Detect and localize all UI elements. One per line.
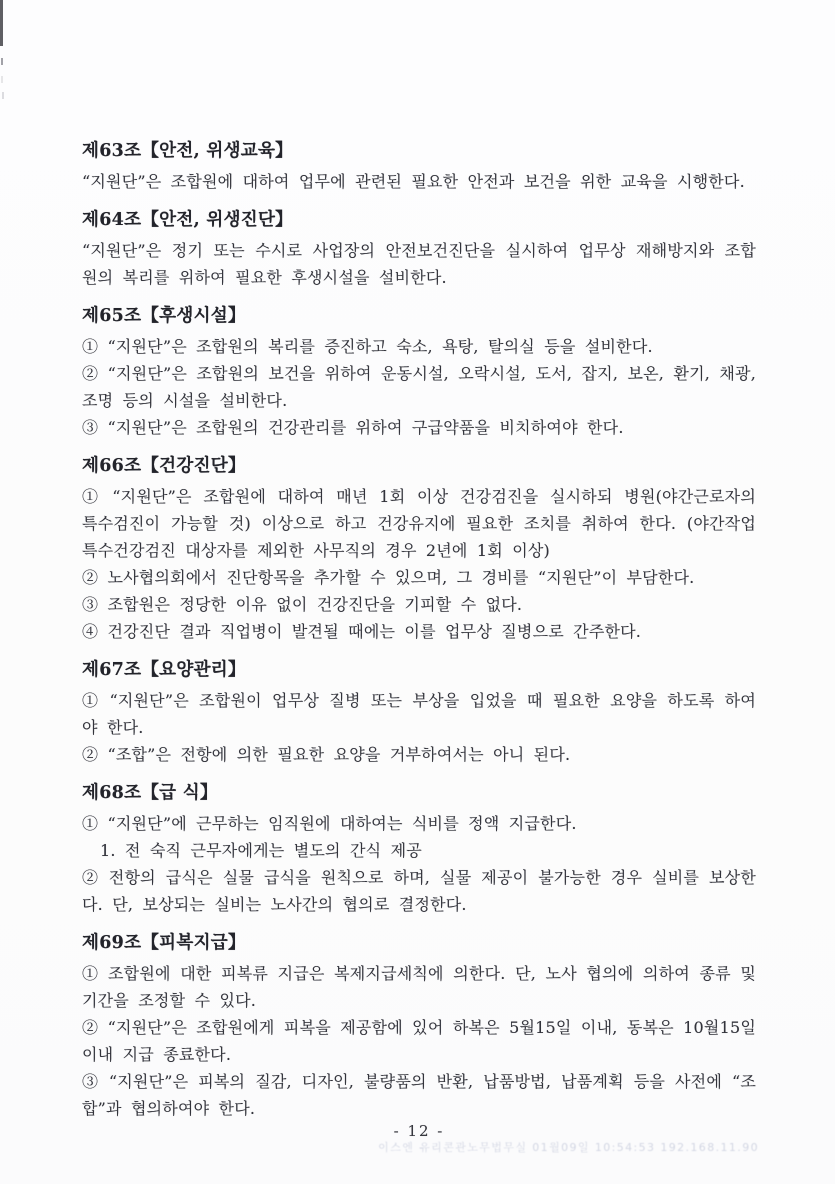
page-footer: [0, 1122, 835, 1162]
article-clause: ② “조합”은 전항에 의한 필요한 요양을 거부하여서는 아니 된다.: [82, 745, 571, 764]
article-section: [82, 930, 756, 1122]
print-watermark: 이스엔 유리콘관노무법무실 01월09일 10:54:53 192.168.11.90: [378, 1141, 759, 1154]
article-clause: ① “지원단”에 근무하는 임직원에 대하여는 식비를 정액 지급한다.: [82, 814, 577, 833]
article-clause: “지원단”은 조합원에 대하여 업무에 관련된 필요한 안전과 보건을 위한 교육을 시행한다.: [82, 172, 745, 191]
article-clause: ② 전항의 급식은 실물 급식을 원칙으로 하며, 실물 제공이 불가능한 경우 실비를 보상한다. 단, 보상되는 실비는 노사간의 협의로 결정한다.: [82, 868, 756, 914]
article-clause: ② 노사협의회에서 진단항목을 추가할 수 있으며, 그 경비를 “지원단”이 부담한다.: [82, 568, 695, 587]
article-heading: 제65조【후생시설】: [82, 306, 246, 326]
article-section: [82, 453, 756, 645]
article-heading: 제63조【안전, 위생교육】: [82, 141, 293, 161]
scan-speck-artifact: [1, 58, 3, 65]
article-clause: ③ 조합원은 정당한 이유 없이 건강진단을 기피할 수 없다.: [82, 595, 523, 614]
article-clause: “지원단”은 정기 또는 수시로 사업장의 안전보건진단을 실시하여 업무상 재해방지와 조합원의 복리를 위하여 필요한 후생시설을 설비한다.: [82, 241, 756, 287]
article-section: [82, 138, 756, 195]
article-clause: ① “지원단”은 조합원의 복리를 증진하고 숙소, 욕탕, 탈의실 등을 설비한다.: [82, 337, 653, 356]
article-clause: ① “지원단”은 조합원에 대하여 매년 1회 이상 건강검진을 실시하되 병원(야간근로자의 특수검진이 가능할 것) 이상으로 하고 건강유지에 필요한 조치를 취하여 한다. (야간작업 특수건강검진 대상자를 제외한 사무직의 경우 2년에 1회 이상): [82, 487, 756, 560]
article-section: [82, 657, 756, 768]
article-clause: 1. 전 숙직 근무자에게는 별도의 간식 제공: [100, 841, 422, 860]
article-clause: ③ “지원단”은 조합원의 건강관리를 위하여 구급약품을 비치하여야 한다.: [82, 418, 624, 437]
article-heading: 제68조【급 식】: [82, 783, 218, 803]
document-content: [82, 138, 756, 1134]
article-heading: 제64조【안전, 위생진단】: [82, 210, 293, 230]
article-clause: ① “지원단”은 조합원이 업무상 질병 또는 부상을 입었을 때 필요한 요양을 하도록 하여야 한다.: [82, 691, 756, 737]
article-heading: 제66조【건강진단】: [82, 456, 246, 476]
page-number: - 12 -: [393, 1122, 445, 1140]
article-clause: ② “지원단”은 조합원의 보건을 위하여 운동시설, 오락시설, 도서, 잡지, 보온, 환기, 채광, 조명 등의 시설을 설비한다.: [82, 364, 756, 410]
article-heading: 제67조【요양관리】: [82, 660, 246, 680]
article-section: [82, 303, 756, 441]
article-section: [82, 780, 756, 918]
article-clause: ② “지원단”은 조합원에게 피복을 제공함에 있어 하복은 5월15일 이내, 동복은 10월15일 이내 지급 종료한다.: [82, 1018, 756, 1064]
article-heading: 제69조【피복지급】: [82, 933, 246, 953]
article-clause: ④ 건강진단 결과 직업병이 발견될 때에는 이를 업무상 질병으로 간주한다.: [82, 622, 642, 641]
article-section: [82, 207, 756, 291]
scan-edge-artifact: [0, 0, 3, 46]
article-clause: ③ “지원단”은 피복의 질감, 디자인, 불량품의 반환, 납품방법, 납품계획 등을 사전에 “조합”과 협의하여야 한다.: [82, 1072, 756, 1118]
article-clause: ① 조합원에 대한 피복류 지급은 복제지급세칙에 의한다. 단, 노사 협의에 의하여 종류 및 기간을 조정할 수 있다.: [82, 964, 756, 1010]
